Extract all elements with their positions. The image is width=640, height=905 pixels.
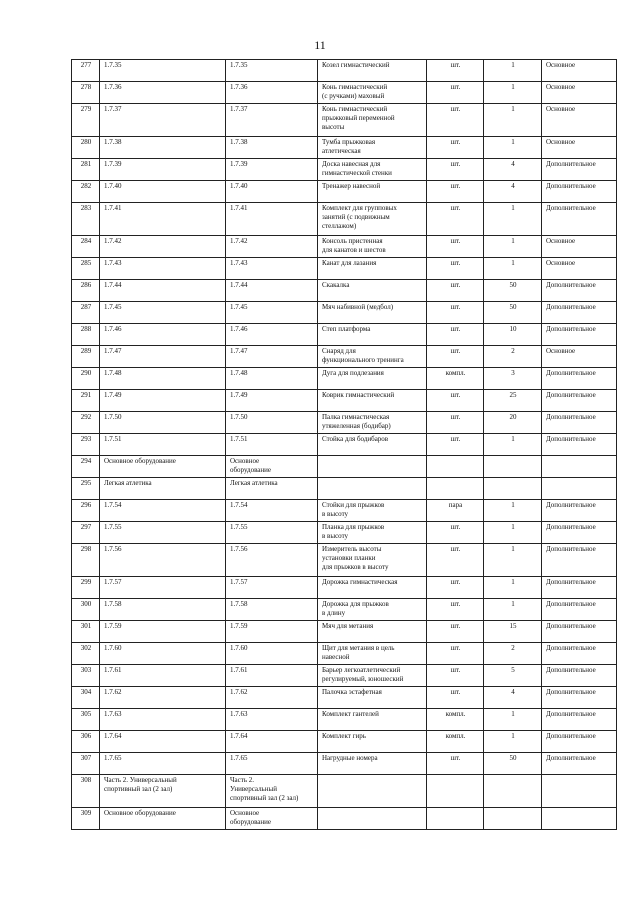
unit-cell: шт.: [427, 346, 484, 368]
code-cell: 1.7.44: [100, 280, 226, 302]
code-cell: 1.7.51: [100, 434, 226, 456]
code-cell: 1.7.46: [100, 324, 226, 346]
code-ref-cell: 1.7.60: [226, 643, 318, 665]
row-number-cell: 286: [72, 280, 100, 302]
table-row: [72, 478, 617, 500]
table-row: [72, 159, 617, 181]
row-number-cell: 302: [72, 643, 100, 665]
code-ref-cell: 1.7.41: [226, 203, 318, 236]
unit-cell: шт.: [427, 302, 484, 324]
item-name-cell: Тренажер навесной: [318, 181, 427, 203]
code-ref-cell: 1.7.38: [226, 137, 318, 159]
unit-cell: пара: [427, 500, 484, 522]
item-name-cell: Коврик гимнастический: [318, 390, 427, 412]
item-name-cell: Палка гимнастическая утяжеленная (бодибар): [318, 412, 427, 434]
code-ref-cell: 1.7.58: [226, 599, 318, 621]
quantity-cell: 50: [484, 302, 542, 324]
table-row: [72, 368, 617, 390]
item-name-cell: Комплект гирь: [318, 731, 427, 753]
code-ref-cell: 1.7.50: [226, 412, 318, 434]
code-cell: 1.7.39: [100, 159, 226, 181]
quantity-cell: 10: [484, 324, 542, 346]
quantity-cell: 5: [484, 665, 542, 687]
row-number-cell: 285: [72, 258, 100, 280]
item-name-cell: Дорожка гимнастическая: [318, 577, 427, 599]
row-number-cell: 293: [72, 434, 100, 456]
unit-cell: шт.: [427, 544, 484, 577]
code-cell: Основное оборудование: [100, 456, 226, 478]
table-row: [72, 236, 617, 258]
code-cell: 1.7.43: [100, 258, 226, 280]
code-ref-cell: 1.7.54: [226, 500, 318, 522]
table-row: [72, 104, 617, 137]
code-cell: 1.7.60: [100, 643, 226, 665]
row-number-cell: 283: [72, 203, 100, 236]
code-cell: 1.7.65: [100, 753, 226, 775]
equipment-type-cell: Дополнительное: [542, 544, 617, 577]
unit-cell: шт.: [427, 258, 484, 280]
row-number-cell: 294: [72, 456, 100, 478]
row-number-cell: 282: [72, 181, 100, 203]
table-row: [72, 390, 617, 412]
code-cell: 1.7.49: [100, 390, 226, 412]
equipment-type-cell: [542, 808, 617, 830]
equipment-type-cell: [542, 478, 617, 500]
code-ref-cell: 1.7.35: [226, 60, 318, 82]
item-name-cell: Щит для метания в цель навесной: [318, 643, 427, 665]
code-cell: 1.7.38: [100, 137, 226, 159]
equipment-type-cell: Дополнительное: [542, 621, 617, 643]
code-cell: 1.7.56: [100, 544, 226, 577]
table-row: [72, 643, 617, 665]
equipment-type-cell: Дополнительное: [542, 280, 617, 302]
item-name-cell: Планка для прыжков в высоту: [318, 522, 427, 544]
unit-cell: [427, 478, 484, 500]
equipment-type-cell: Дополнительное: [542, 434, 617, 456]
unit-cell: шт.: [427, 104, 484, 137]
quantity-cell: [484, 808, 542, 830]
item-name-cell: [318, 478, 427, 500]
code-ref-cell: 1.7.45: [226, 302, 318, 324]
equipment-type-cell: Дополнительное: [542, 687, 617, 709]
code-ref-cell: 1.7.56: [226, 544, 318, 577]
unit-cell: шт.: [427, 324, 484, 346]
quantity-cell: 50: [484, 280, 542, 302]
quantity-cell: 20: [484, 412, 542, 434]
row-number-cell: 296: [72, 500, 100, 522]
row-number-cell: 299: [72, 577, 100, 599]
quantity-cell: 50: [484, 753, 542, 775]
table-row: [72, 753, 617, 775]
quantity-cell: 1: [484, 544, 542, 577]
row-number-cell: 304: [72, 687, 100, 709]
equipment-type-cell: Дополнительное: [542, 324, 617, 346]
equipment-type-cell: Дополнительное: [542, 203, 617, 236]
row-number-cell: 292: [72, 412, 100, 434]
code-cell: 1.7.61: [100, 665, 226, 687]
equipment-type-cell: [542, 775, 617, 808]
row-number-cell: 300: [72, 599, 100, 621]
code-cell: 1.7.41: [100, 203, 226, 236]
quantity-cell: 4: [484, 687, 542, 709]
item-name-cell: Комплект гантелей: [318, 709, 427, 731]
quantity-cell: 1: [484, 137, 542, 159]
unit-cell: компл.: [427, 709, 484, 731]
code-ref-cell: 1.7.42: [226, 236, 318, 258]
table-row: [72, 665, 617, 687]
code-ref-cell: 1.7.59: [226, 621, 318, 643]
equipment-type-cell: Дополнительное: [542, 731, 617, 753]
unit-cell: шт.: [427, 665, 484, 687]
unit-cell: шт.: [427, 621, 484, 643]
equipment-type-cell: Дополнительное: [542, 159, 617, 181]
code-ref-cell: 1.7.63: [226, 709, 318, 731]
row-number-cell: 288: [72, 324, 100, 346]
item-name-cell: Мяч для метания: [318, 621, 427, 643]
equipment-type-cell: Дополнительное: [542, 500, 617, 522]
equipment-type-cell: Основное: [542, 258, 617, 280]
code-cell: 1.7.59: [100, 621, 226, 643]
quantity-cell: 1: [484, 577, 542, 599]
code-ref-cell: 1.7.47: [226, 346, 318, 368]
code-cell: 1.7.57: [100, 577, 226, 599]
item-name-cell: Мяч набивной (медбол): [318, 302, 427, 324]
item-name-cell: Козел гимнастический: [318, 60, 427, 82]
table-row: [72, 621, 617, 643]
code-cell: 1.7.35: [100, 60, 226, 82]
equipment-type-cell: Основное: [542, 60, 617, 82]
table-row: [72, 302, 617, 324]
row-number-cell: 279: [72, 104, 100, 137]
table-row: [72, 544, 617, 577]
unit-cell: шт.: [427, 434, 484, 456]
row-number-cell: 281: [72, 159, 100, 181]
row-number-cell: 295: [72, 478, 100, 500]
quantity-cell: [484, 775, 542, 808]
table-row: [72, 280, 617, 302]
quantity-cell: 1: [484, 500, 542, 522]
unit-cell: шт.: [427, 203, 484, 236]
code-cell: 1.7.37: [100, 104, 226, 137]
quantity-cell: 25: [484, 390, 542, 412]
quantity-cell: 1: [484, 82, 542, 104]
equipment-type-cell: Дополнительное: [542, 390, 617, 412]
table-row: [72, 500, 617, 522]
equipment-type-cell: Основное: [542, 236, 617, 258]
item-name-cell: Палочка эстафетная: [318, 687, 427, 709]
code-cell: 1.7.40: [100, 181, 226, 203]
item-name-cell: [318, 775, 427, 808]
code-cell: 1.7.54: [100, 500, 226, 522]
code-ref-cell: 1.7.37: [226, 104, 318, 137]
table-body: [72, 60, 617, 830]
equipment-type-cell: Основное: [542, 346, 617, 368]
item-name-cell: Комплект для групповых занятий (с подвижным стеллажом): [318, 203, 427, 236]
quantity-cell: 1: [484, 522, 542, 544]
code-ref-cell: 1.7.44: [226, 280, 318, 302]
row-number-cell: 291: [72, 390, 100, 412]
unit-cell: шт.: [427, 599, 484, 621]
equipment-type-cell: Дополнительное: [542, 412, 617, 434]
row-number-cell: 289: [72, 346, 100, 368]
quantity-cell: 1: [484, 599, 542, 621]
table-row: [72, 731, 617, 753]
equipment-type-cell: Дополнительное: [542, 181, 617, 203]
quantity-cell: 1: [484, 709, 542, 731]
code-cell: 1.7.48: [100, 368, 226, 390]
item-name-cell: Тумба прыжковая атлетическая: [318, 137, 427, 159]
quantity-cell: 2: [484, 643, 542, 665]
code-ref-cell: 1.7.43: [226, 258, 318, 280]
code-ref-cell: Легкая атлетика: [226, 478, 318, 500]
unit-cell: шт.: [427, 236, 484, 258]
unit-cell: шт.: [427, 137, 484, 159]
quantity-cell: 1: [484, 434, 542, 456]
table-row: [72, 324, 617, 346]
code-ref-cell: 1.7.40: [226, 181, 318, 203]
equipment-type-cell: Основное: [542, 104, 617, 137]
equipment-type-cell: Дополнительное: [542, 302, 617, 324]
item-name-cell: Дуга для подлезания: [318, 368, 427, 390]
table-row: [72, 181, 617, 203]
item-name-cell: Измеритель высоты установки планки для прыжков в высоту: [318, 544, 427, 577]
equipment-type-cell: Основное: [542, 82, 617, 104]
item-name-cell: Степ платформа: [318, 324, 427, 346]
code-ref-cell: 1.7.62: [226, 687, 318, 709]
table-row: [72, 687, 617, 709]
item-name-cell: Доска навесная для гимнастической стенки: [318, 159, 427, 181]
item-name-cell: Дорожка для прыжков в длину: [318, 599, 427, 621]
quantity-cell: 1: [484, 731, 542, 753]
table-row: [72, 775, 617, 808]
unit-cell: шт.: [427, 60, 484, 82]
unit-cell: шт.: [427, 522, 484, 544]
row-number-cell: 277: [72, 60, 100, 82]
row-number-cell: 287: [72, 302, 100, 324]
quantity-cell: 1: [484, 258, 542, 280]
unit-cell: шт.: [427, 280, 484, 302]
unit-cell: [427, 808, 484, 830]
quantity-cell: 15: [484, 621, 542, 643]
unit-cell: шт.: [427, 82, 484, 104]
table-row: [72, 346, 617, 368]
code-cell: 1.7.36: [100, 82, 226, 104]
code-cell: 1.7.42: [100, 236, 226, 258]
code-cell: 1.7.47: [100, 346, 226, 368]
unit-cell: шт.: [427, 412, 484, 434]
row-number-cell: 306: [72, 731, 100, 753]
code-cell: 1.7.45: [100, 302, 226, 324]
equipment-type-cell: Дополнительное: [542, 368, 617, 390]
code-ref-cell: 1.7.39: [226, 159, 318, 181]
item-name-cell: Снаряд для функционального тренинга: [318, 346, 427, 368]
unit-cell: шт.: [427, 753, 484, 775]
unit-cell: шт.: [427, 159, 484, 181]
equipment-type-cell: [542, 456, 617, 478]
equipment-type-cell: Дополнительное: [542, 599, 617, 621]
item-name-cell: Барьер легкоатлетический регулируемый, юношеский: [318, 665, 427, 687]
item-name-cell: Стойка для бодибаров: [318, 434, 427, 456]
item-name-cell: [318, 808, 427, 830]
code-ref-cell: Основное оборудование: [226, 808, 318, 830]
unit-cell: [427, 775, 484, 808]
equipment-type-cell: Дополнительное: [542, 665, 617, 687]
equipment-table: [71, 59, 617, 830]
item-name-cell: Скакалка: [318, 280, 427, 302]
equipment-type-cell: Дополнительное: [542, 709, 617, 731]
code-ref-cell: Часть 2. Универсальный спортивный зал (2 зал): [226, 775, 318, 808]
table-row: [72, 60, 617, 82]
code-ref-cell: 1.7.65: [226, 753, 318, 775]
code-cell: Часть 2. Универсальный спортивный зал (2 зал): [100, 775, 226, 808]
code-ref-cell: 1.7.55: [226, 522, 318, 544]
code-ref-cell: 1.7.57: [226, 577, 318, 599]
table-row: [72, 82, 617, 104]
equipment-type-cell: Дополнительное: [542, 753, 617, 775]
row-number-cell: 280: [72, 137, 100, 159]
table-row: [72, 599, 617, 621]
code-ref-cell: Основное оборудование: [226, 456, 318, 478]
quantity-cell: 4: [484, 159, 542, 181]
table-row: [72, 258, 617, 280]
table-row: [72, 709, 617, 731]
row-number-cell: 290: [72, 368, 100, 390]
quantity-cell: [484, 478, 542, 500]
unit-cell: компл.: [427, 731, 484, 753]
quantity-cell: 1: [484, 60, 542, 82]
quantity-cell: 1: [484, 104, 542, 137]
quantity-cell: 4: [484, 181, 542, 203]
code-cell: Легкая атлетика: [100, 478, 226, 500]
item-name-cell: Консоль пристенная для канатов и шестов: [318, 236, 427, 258]
item-name-cell: Нагрудные номера: [318, 753, 427, 775]
item-name-cell: Стойки для прыжков в высоту: [318, 500, 427, 522]
code-cell: 1.7.62: [100, 687, 226, 709]
code-cell: Основное оборудование: [100, 808, 226, 830]
equipment-type-cell: Дополнительное: [542, 643, 617, 665]
table-row: [72, 203, 617, 236]
code-cell: 1.7.63: [100, 709, 226, 731]
quantity-cell: 1: [484, 236, 542, 258]
row-number-cell: 305: [72, 709, 100, 731]
code-ref-cell: 1.7.36: [226, 82, 318, 104]
item-name-cell: Канат для лазания: [318, 258, 427, 280]
code-ref-cell: 1.7.64: [226, 731, 318, 753]
unit-cell: шт.: [427, 687, 484, 709]
table-row: [72, 522, 617, 544]
row-number-cell: 284: [72, 236, 100, 258]
unit-cell: шт.: [427, 390, 484, 412]
row-number-cell: 309: [72, 808, 100, 830]
quantity-cell: 1: [484, 203, 542, 236]
code-ref-cell: 1.7.49: [226, 390, 318, 412]
code-cell: 1.7.55: [100, 522, 226, 544]
row-number-cell: 298: [72, 544, 100, 577]
row-number-cell: 278: [72, 82, 100, 104]
item-name-cell: [318, 456, 427, 478]
row-number-cell: 303: [72, 665, 100, 687]
unit-cell: [427, 456, 484, 478]
quantity-cell: [484, 456, 542, 478]
row-number-cell: 297: [72, 522, 100, 544]
quantity-cell: 3: [484, 368, 542, 390]
row-number-cell: 308: [72, 775, 100, 808]
code-ref-cell: 1.7.61: [226, 665, 318, 687]
item-name-cell: Конь гимнастический прыжковый переменной высоты: [318, 104, 427, 137]
table-row: [72, 456, 617, 478]
table-row: [72, 412, 617, 434]
code-ref-cell: 1.7.46: [226, 324, 318, 346]
unit-cell: шт.: [427, 181, 484, 203]
row-number-cell: 307: [72, 753, 100, 775]
code-cell: 1.7.64: [100, 731, 226, 753]
table-row: [72, 808, 617, 830]
table-row: [72, 577, 617, 599]
item-name-cell: Конь гимнастический (с ручками) маховый: [318, 82, 427, 104]
page-number: 11: [314, 38, 326, 52]
unit-cell: шт.: [427, 643, 484, 665]
equipment-type-cell: Дополнительное: [542, 577, 617, 599]
code-ref-cell: 1.7.48: [226, 368, 318, 390]
unit-cell: шт.: [427, 577, 484, 599]
equipment-type-cell: Основное: [542, 137, 617, 159]
equipment-type-cell: Дополнительное: [542, 522, 617, 544]
code-cell: 1.7.58: [100, 599, 226, 621]
table-row: [72, 137, 617, 159]
code-cell: 1.7.50: [100, 412, 226, 434]
code-ref-cell: 1.7.51: [226, 434, 318, 456]
quantity-cell: 2: [484, 346, 542, 368]
unit-cell: компл.: [427, 368, 484, 390]
table-row: [72, 434, 617, 456]
row-number-cell: 301: [72, 621, 100, 643]
